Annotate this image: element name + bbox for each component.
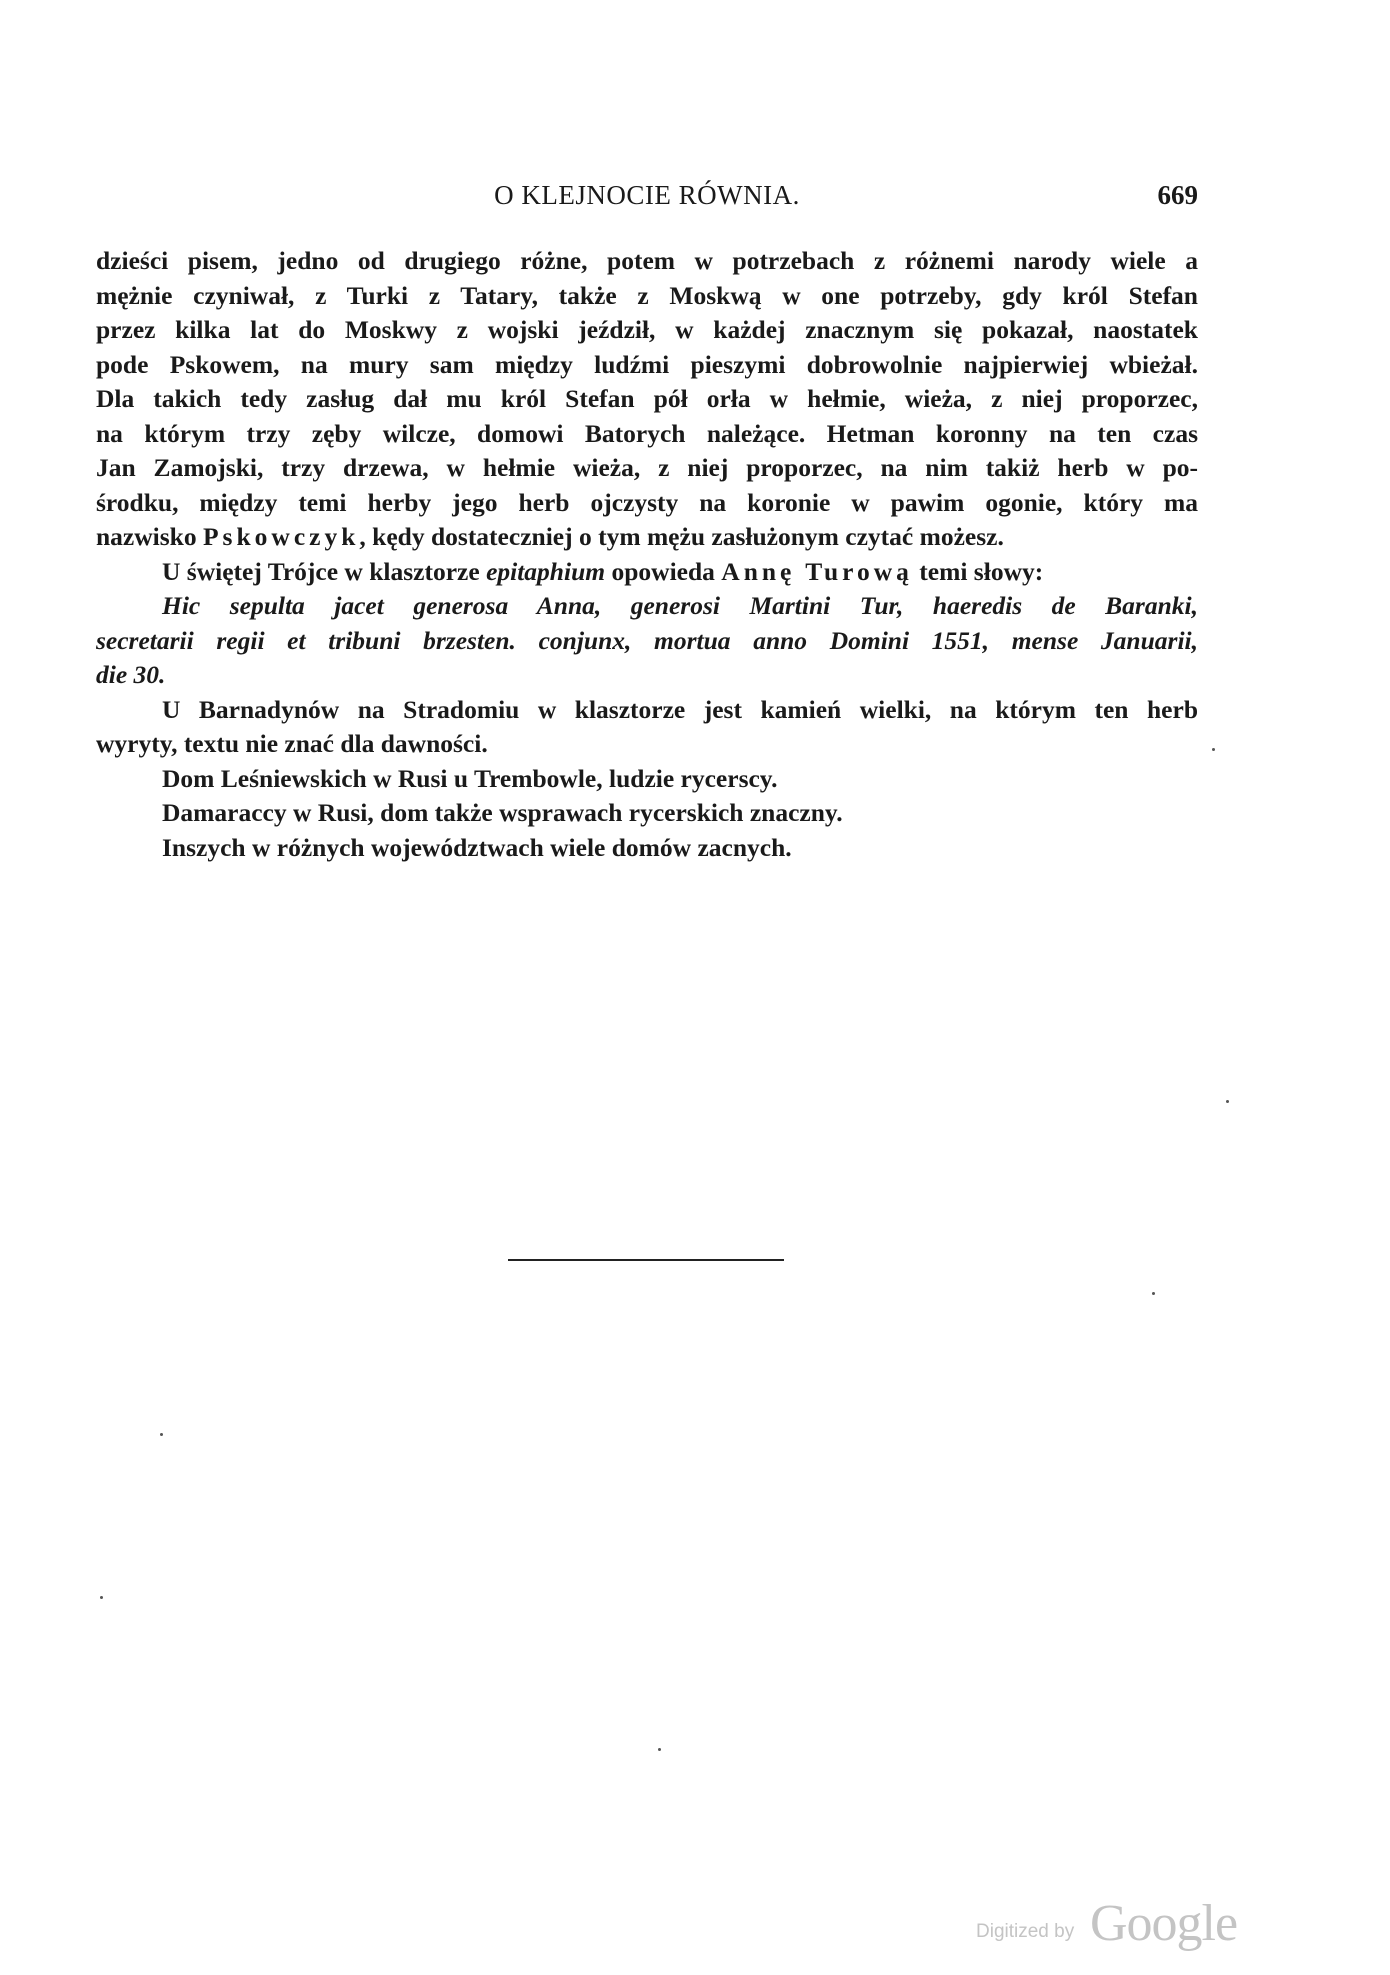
text-line: środku, między temi herby jego herb ojczysty na koronie w pawim ogonie, który ma	[96, 487, 1198, 517]
paper-speck	[1152, 1292, 1155, 1295]
running-title: O KLEJNOCIE RÓWNIA.	[494, 180, 800, 210]
text-line: Inszych w różnych województwach wiele domów zacnych.	[162, 832, 792, 862]
text-line: mężnie czyniwał, z Turki z Tatary, także z Moskwą w one potrzeby, gdy król Stefan	[96, 280, 1198, 310]
text-line: na którym trzy zęby wilcze, domowi Batorych należące. Hetman koronny na ten czas	[96, 418, 1198, 448]
text-line: Dom Leśniewskich w Rusi u Trembowle, ludzie rycerscy.	[162, 763, 778, 793]
paper-speck	[1212, 748, 1215, 751]
watermark-brand: Google	[1090, 1895, 1238, 1952]
text-line	[96, 520, 1198, 555]
spaced-name: Pskowczyk	[202, 522, 360, 551]
digitized-watermark	[976, 1895, 1276, 1955]
text-segment: nazwisko	[96, 522, 203, 551]
text-segment: U świętej Trójce w klasztorze	[162, 556, 487, 586]
paper-speck	[160, 1433, 163, 1436]
text-line: Dla takich tedy zasług dał mu król Stefan pół orła w hełmie, wieża, z niej proporzec,	[96, 384, 1198, 413]
latin-line: secretarii regii et tribuni brzesten. conjunx, mortua anno Domini 1551, mense Januarii,	[96, 625, 1198, 655]
watermark-prefix: Digitized by	[976, 1921, 1075, 1942]
latin-line: die 30.	[96, 660, 166, 689]
text-segment: opowieda	[605, 556, 722, 586]
page-number: 669	[1157, 180, 1198, 210]
text-line	[96, 555, 1198, 590]
latin-line: Hic sepulta jacet generosa Anna, generosi Martini Tur, haeredis de Baranki,	[162, 591, 1198, 620]
body-text	[96, 244, 1198, 865]
italic-term: epitaphium	[486, 556, 606, 586]
text-segment: temi słowy:	[912, 556, 1044, 586]
text-line: Jan Zamojski, trzy drzewa, w hełmie wieża, z niej proporzec, na nim takiż herb w po-	[96, 453, 1198, 482]
text-line: przez kilka lat do Moskwy z wojski jeździł, w każdej znacznym się pokazał, naostatek	[96, 315, 1198, 344]
text-line: Damaraccy w Rusi, dom także wsprawach rycerskich znaczny.	[162, 798, 843, 827]
separator-rule	[508, 1259, 784, 1261]
text-line: U Barnadynów na Stradomiu w klasztorze jest kamień wielki, na którym ten herb	[162, 694, 1198, 724]
text-segment: , kędy dostateczniej o tym mężu zasłużonym czytać możesz.	[359, 522, 1004, 551]
paper-speck	[100, 1596, 103, 1599]
text-line: wyryty, textu nie znać dla dawności.	[96, 729, 488, 758]
paper-speck	[658, 1748, 661, 1751]
paper-speck	[1226, 1100, 1229, 1103]
spaced-name: Annę Turową	[721, 556, 913, 586]
text-line: pode Pskowem, na mury sam między ludźmi pieszymi dobrowolnie najpierwiej wbieżał.	[96, 349, 1198, 379]
text-line: dzieści pisem, jedno od drugiego różne, potem w potrzebach z różnemi narody wiele a	[96, 246, 1198, 275]
running-head	[96, 180, 1198, 220]
